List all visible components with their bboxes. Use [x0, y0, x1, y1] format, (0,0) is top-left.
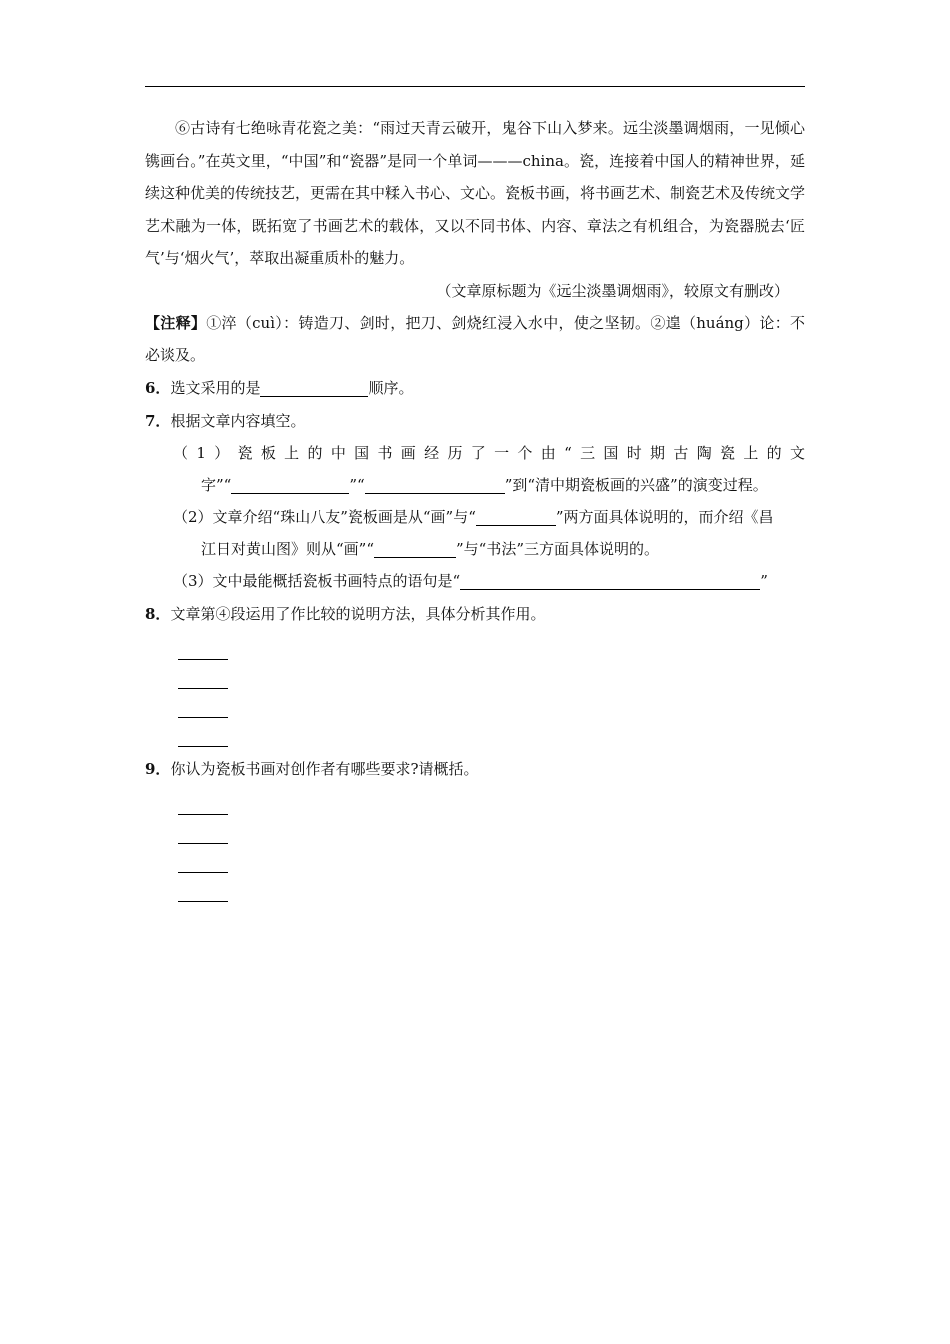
question-7-1-line1: （1）瓷板上的中国书画经历了一个由“三国时期古陶瓷上的文 — [173, 443, 805, 462]
answer-line[interactable] — [178, 845, 228, 873]
question-7-3-text-b: ” — [760, 571, 768, 590]
question-9-answer-lines — [145, 787, 805, 902]
answer-line[interactable] — [178, 661, 228, 689]
question-7-1-text-c: ”到“清中期瓷板画的兴盛”的演变过程。 — [504, 475, 768, 494]
exam-page — [145, 112, 805, 908]
question-8-number: 8． — [145, 604, 171, 623]
question-6-blank[interactable] — [260, 380, 368, 397]
question-7-3-blank[interactable] — [460, 573, 760, 590]
question-7-text: 根据文章内容填空。 — [170, 411, 306, 430]
header-rule — [145, 86, 805, 87]
question-7-2-blank-2[interactable] — [374, 541, 456, 558]
question-7-1-blank-2[interactable] — [365, 477, 505, 494]
question-8-answer-lines — [145, 632, 805, 747]
source-note: （文章原标题为《远尘淡墨调烟雨》，较原文有删改） — [436, 281, 789, 300]
question-6-text-before: 选文采用的是 — [170, 378, 261, 397]
answer-line[interactable] — [178, 719, 228, 747]
answer-line[interactable] — [178, 874, 228, 902]
question-7-3 — [145, 565, 805, 597]
question-7-2-text-a: （2）文章介绍“珠山八友”瓷板画是从“画”与“ — [173, 507, 476, 526]
question-7-3-text-a: （3）文中最能概括瓷板书画特点的语句是“ — [173, 571, 461, 590]
answer-line[interactable] — [178, 632, 228, 660]
question-7-2-text-d: ”与“书法”三方面具体说明的。 — [456, 539, 660, 558]
answer-line[interactable] — [178, 787, 228, 815]
question-9-number: 9． — [145, 759, 171, 778]
paragraph-6: ⑥古诗有七绝咏青花瓷之美：“雨过天青云破开，鬼谷下山入梦来。远尘淡墨调烟雨，一见倾心镌画台。”在英文里，“中国”和“瓷器”是同一个单词———china。瓷，连接着中国人的精神世界，延续这种优美的传统技艺，更需在其中糅入书心、文心。瓷板书画，将书画艺术、制瓷艺术及传统文学艺术融为一体，既拓宽了书画艺术的载体，又以不同书体、内容、章法之有机组合，为瓷器脱去‘匠气’与‘烟火气’，萃取出凝重质朴的魅力。 — [145, 119, 806, 268]
question-9 — [145, 753, 805, 785]
annotation-text: ①淬（cuì）：铸造刀、剑时，把刀、剑烧红浸入水中，使之坚韧。②遑（huáng）论：不必谈及。 — [145, 313, 805, 364]
question-7 — [145, 405, 805, 437]
answer-line[interactable] — [178, 690, 228, 718]
question-7-1-text-a: 字”“ — [201, 475, 232, 494]
question-7-2-text-c: 江日对黄山图》则从“画”“ — [201, 539, 375, 558]
question-7-1-text-b: ”“ — [349, 475, 365, 494]
question-6 — [145, 372, 805, 404]
annotation — [145, 307, 805, 371]
question-8-text: 文章第④段运用了作比较的说明方法，具体分析其作用。 — [170, 604, 546, 623]
question-9-text: 你认为瓷板书画对创作者有哪些要求?请概括。 — [170, 759, 479, 778]
question-6-text-after: 顺序。 — [368, 378, 414, 397]
question-7-number: 7． — [145, 411, 171, 430]
question-8 — [145, 598, 805, 630]
question-6-number: 6． — [145, 378, 171, 397]
annotation-tag: 【注释】 — [145, 313, 207, 332]
answer-line[interactable] — [178, 816, 228, 844]
question-7-2-text-b: ”两方面具体说明的，而介绍《昌 — [555, 507, 774, 526]
question-7-2-blank-1[interactable] — [476, 509, 556, 526]
question-7-2 — [145, 501, 805, 565]
question-7-1 — [145, 437, 805, 501]
question-7-1-blank-1[interactable] — [231, 477, 349, 494]
